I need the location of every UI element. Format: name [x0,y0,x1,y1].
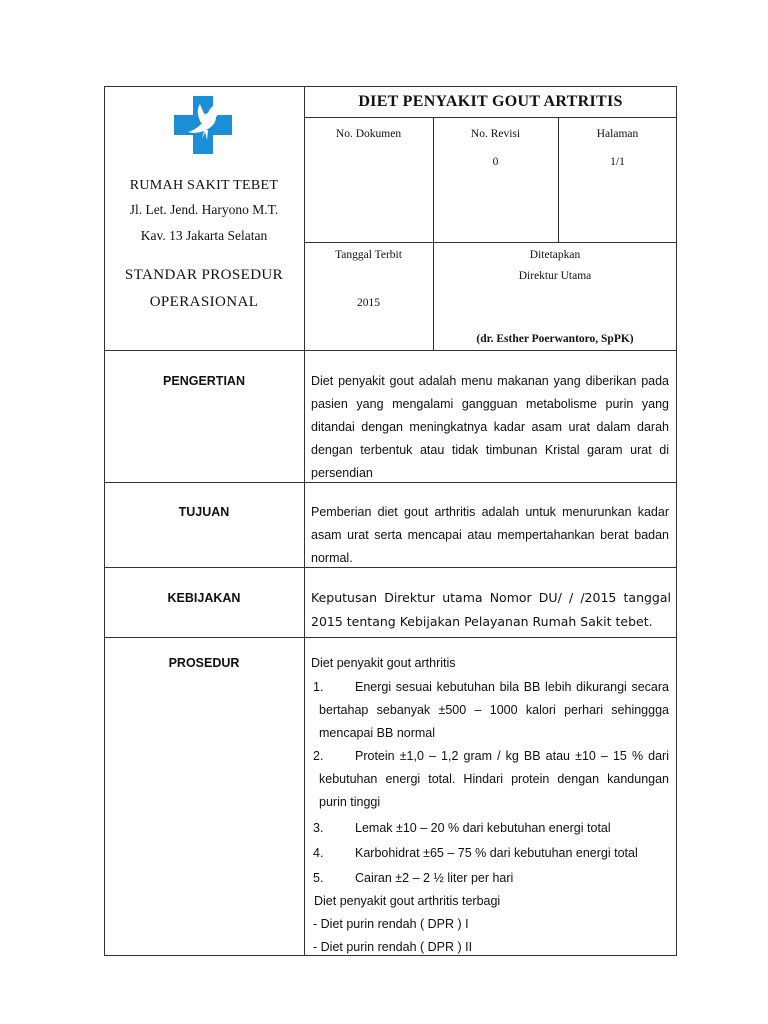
ditetapkan-label: Ditetapkan [529,249,581,261]
list-item: Cairan ±2 – 2 ½ liter per hari [355,871,514,885]
document-title: DIET PENYAKIT GOUT ARTRITIS [358,93,623,110]
sop-title-line-1: STANDAR PROSEDUR [124,267,284,283]
list-item-number: 4. [313,846,324,860]
list-item-number: 5. [313,871,324,885]
halaman-label: Halaman [596,128,639,140]
meta-col-divider-1 [433,117,434,350]
pengertian-label: PENGERTIAN [163,374,245,388]
no-revisi-value: 0 [492,156,499,168]
hospital-name: RUMAH SAKIT TEBET [129,178,279,193]
kebijakan-label: KEBIJAKAN [167,591,241,605]
diet-type-item: - Diet purin rendah ( DPR ) I [313,917,469,931]
kebijakan-divider [104,637,677,638]
tujuan-text: Pemberian diet gout arthritis adalah untuk menurunkan kadar asam urat serta mencapai atau mempertahankan berat badan normal. [311,505,669,565]
title-divider [304,117,677,118]
address-line-1: Jl. Let. Jend. Haryono M.T. [129,202,279,217]
list-item-number: 3. [313,821,324,835]
direktur-label: Direktur Utama [518,270,592,282]
prosedur-label: PROSEDUR [168,656,240,670]
list-item-number: 2. [313,749,324,763]
header-bottom-divider [104,350,677,351]
tujuan-label: TUJUAN [178,505,230,519]
halaman-value: 1/1 [610,156,625,168]
dove-cross-icon [174,96,232,154]
column-divider [304,86,305,956]
no-revisi-label: No. Revisi [470,128,521,140]
tanggal-terbit-label: Tanggal Terbit [335,249,402,261]
pengertian-text: Diet penyakit gout adalah menu makanan yang diberikan pada pasien yang mengalami gangguan metabolisme purin yang ditandai dengan meningkatnya kadar asam urat dalam darah dengan terbentuk atau tidak timbunan Kristal garam urat di persendian [311,374,669,480]
signatory-name: (dr. Esther Poerwantoro, SpPK) [476,333,634,345]
sop-title-line-2: OPERASIONAL [149,294,259,310]
list-item: Lemak ±10 – 20 % dari kebutuhan energi total [355,821,611,835]
tanggal-terbit-value: 2015 [357,297,380,309]
list-item: Protein ±1,0 – 1,2 gram / kg BB atau ±10 – 15 % dari kebutuhan energi total. Hindari protein dengan kandungan purin tinggi [319,749,669,809]
address-line-2: Kav. 13 Jakarta Selatan [140,228,268,243]
list-item: Karbohidrat ±65 – 75 % dari kebutuhan energi total [355,846,638,860]
no-dokumen-label: No. Dokumen [335,128,402,140]
kebijakan-text: Keputusan Direktur utama Nomor DU/ / /2015 tanggal 2015 tentang Kebijakan Pelayanan Rumah Sakit tebet. [311,590,671,629]
prosedur-intro: Diet penyakit gout arthritis [311,656,456,670]
meta-divider [304,242,677,243]
list-item-number: 1. [313,680,324,694]
diet-types-intro: Diet penyakit gout arthritis terbagi [314,894,501,908]
list-item: Energi sesuai kebutuhan bila BB lebih dikurangi secara bertahap sebanyak ±500 – 1000 kalori perhari sehinggga mencapai BB normal [319,680,669,740]
diet-type-item: - Diet purin rendah ( DPR ) II [313,940,473,954]
